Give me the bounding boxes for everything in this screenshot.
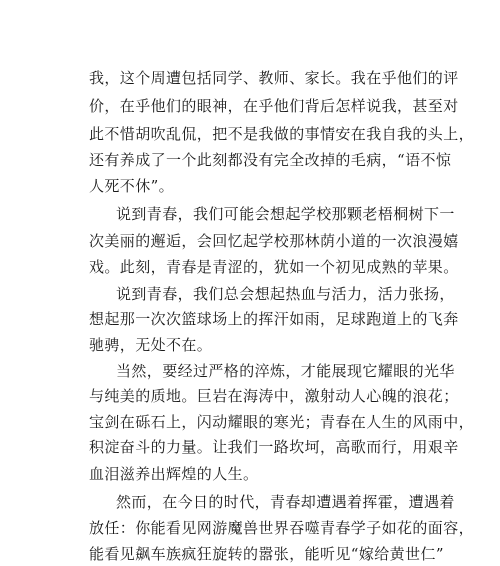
text-line: 积淀奋斗的力量。让我们一路坎坷，高歌而行，用艰辛 <box>89 438 459 456</box>
text-line: 血泪滋养出辉煌的人生。 <box>89 465 259 483</box>
text-line: 能看见飙车族疯狂旋转的嚣张，能听见“嫁给黄世仁” <box>89 545 444 563</box>
text-line: 然而，在今日的时代，青春却遭遇着挥霍，遭遇着 <box>116 493 455 511</box>
text-line: 放任：你能看见网游魔兽世界吞噬青春学子如花的面容， <box>89 519 475 537</box>
text-line: 还有养成了一个此刻都没有完全改掉的毛病，“语不惊 <box>89 151 452 169</box>
text-line: 说到青春，我们可能会想起学校那颗老梧桐树下一 <box>116 205 455 223</box>
text-line: 价，在乎他们的眼神，在乎他们背后怎样说我，甚至对 <box>89 97 459 115</box>
text-line: 说到青春，我们总会想起热血与活力，活力张扬， <box>116 285 455 303</box>
text-line: 驰骋，无处不在。 <box>89 336 213 354</box>
text-line: 我，这个周遭包括同学、教师、家长。我在乎他们的评 <box>89 69 459 87</box>
text-line: 想起那一次次篮球场上的挥汗如雨，足球跑道上的飞奔 <box>89 310 459 328</box>
text-line: 次美丽的邂逅，会回忆起学校那林荫小道的一次浪漫嬉 <box>89 232 459 250</box>
text-line: 戏。此刻，青春是青涩的，犹如一个初见成熟的苹果。 <box>89 258 459 276</box>
text-line: 此不惜胡吹乱侃，把不是我做的事情安在我自我的头上， <box>89 125 475 143</box>
text-line: 当然，要经过严格的淬炼，才能展现它耀眼的光华 <box>116 362 455 380</box>
text-line: 与纯美的质地。巨岩在海涛中，激射动人心魄的浪花； <box>89 387 459 405</box>
text-line: 人死不休”。 <box>89 177 175 195</box>
text-line: 宝剑在砾石上，闪动耀眼的寒光；青春在人生的风雨中， <box>89 413 475 431</box>
